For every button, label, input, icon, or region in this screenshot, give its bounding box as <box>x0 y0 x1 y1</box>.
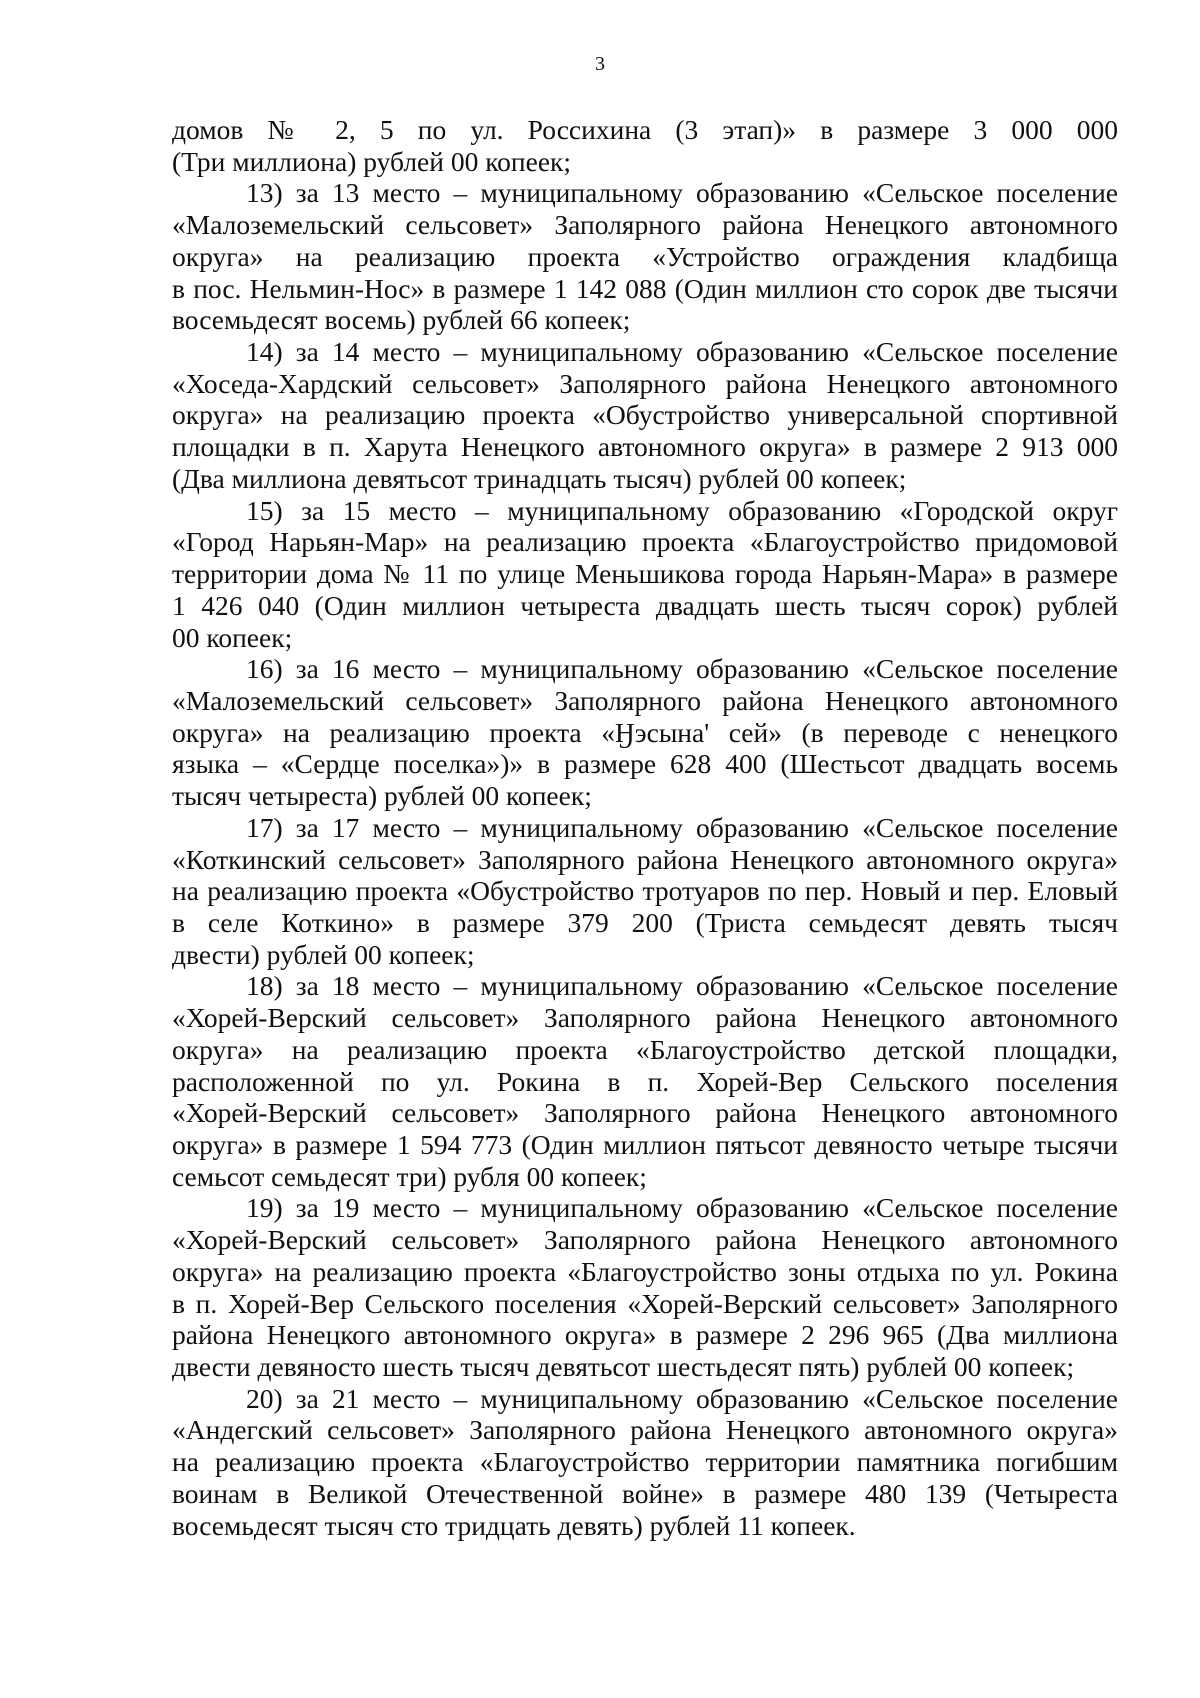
text-line: 13) за 13 место – муниципальному образованию «Сельское поселение <box>246 177 1118 209</box>
text-line: языка – «Сердце поселка»)» в размере 628 400 (Шестьсот двадцать восемь <box>172 748 1118 780</box>
text-line: округа» в размере 1 594 773 (Один миллион пятьсот девяносто четыре тысячи <box>172 1129 1118 1160</box>
text-line: 18) за 18 место – муниципальному образованию «Сельское поселение <box>246 970 1118 1002</box>
text-line: территории дома № 11 по улице Меньшикова города Нарьян-Мара» в размере <box>172 558 1118 590</box>
paragraph <box>172 114 1118 177</box>
text-line: воинам в Великой Отечественной войне» в размере 480 139 (Четыреста <box>172 1477 1118 1509</box>
text-line: округа» на реализацию проекта «Благоустройство детской площадки, <box>172 1033 1118 1065</box>
text-line: округа» на реализацию проекта «Устройство ограждения кладбища <box>172 240 1118 272</box>
text-line: «Хорей-Верский сельсовет» Заполярного района Ненецкого автономного <box>172 1224 1118 1256</box>
text-line: восемьдесят тысяч сто тридцать девять) рублей 11 копеек. <box>172 1509 856 1541</box>
document-body <box>172 114 1118 1541</box>
page-number: 3 <box>595 53 605 75</box>
paragraph <box>172 653 1118 812</box>
text-line: «Коткинский сельсовет» Заполярного района Ненецкого автономного округа» <box>172 843 1118 875</box>
text-line: тысяч четыреста) рублей 00 копеек; <box>172 780 592 812</box>
text-line: 1 426 040 (Один миллион четыреста двадцать шесть тысяч сорок) рублей <box>172 589 1118 621</box>
paragraph <box>172 1192 1118 1382</box>
text-line: домов № 2, 5 по ул. Россихина (3 этап)» в размере 3 000 000 <box>172 114 1118 145</box>
text-line: «Город Нарьян-Мар» на реализацию проекта «Благоустройство придомовой <box>172 526 1118 558</box>
paragraph <box>172 177 1118 336</box>
text-line: 14) за 14 место – муниципальному образованию «Сельское поселение <box>246 336 1118 368</box>
text-line: «Малоземельский сельсовет» Заполярного района Ненецкого автономного <box>172 684 1118 716</box>
text-line: 19) за 19 место – муниципальному образованию «Сельское поселение <box>246 1192 1118 1224</box>
paragraph <box>172 970 1118 1192</box>
text-line: двести) рублей 00 копеек; <box>172 938 475 970</box>
text-line: «Малоземельский сельсовет» Заполярного района Ненецкого автономного <box>172 209 1118 241</box>
text-line: (Три миллиона) рублей 00 копеек; <box>172 145 572 177</box>
text-line: расположенной по ул. Рокина в п. Хорей-Вер Сельского поселения <box>172 1065 1118 1097</box>
text-line: (Два миллиона девятьсот тринадцать тысяч) рублей 00 копеек; <box>172 462 907 494</box>
text-line: района Ненецкого автономного округа» в размере 2 296 965 (Два миллиона <box>172 1319 1118 1351</box>
text-line: 15) за 15 место – муниципальному образованию «Городской округ <box>246 494 1118 526</box>
text-line: на реализацию проекта «Благоустройство территории памятника погибшим <box>172 1446 1118 1478</box>
paragraph <box>172 336 1118 495</box>
text-line: «Андегский сельсовет» Заполярного района Ненецкого автономного округа» <box>172 1414 1118 1446</box>
text-line: 00 копеек; <box>172 621 293 653</box>
text-line: на реализацию проекта «Обустройство тротуаров по пер. Новый и пер. Еловый <box>172 875 1118 907</box>
text-line: двести девяносто шесть тысяч девятьсот шестьдесят пять) рублей 00 копеек; <box>172 1351 1075 1383</box>
text-line: площадки в п. Харута Ненецкого автономного округа» в размере 2 913 000 <box>172 431 1118 463</box>
paragraph <box>172 1383 1118 1542</box>
text-line: округа» на реализацию проекта «Обустройство универсальной спортивной <box>172 399 1118 431</box>
text-line: «Хорей-Верский сельсовет» Заполярного района Ненецкого автономного <box>172 1097 1118 1129</box>
text-line: «Хоседа-Хардский сельсовет» Заполярного района Ненецкого автономного <box>172 367 1118 399</box>
paragraph <box>172 812 1118 971</box>
text-line: 16) за 16 место – муниципальному образованию «Сельское поселение <box>246 653 1118 685</box>
paragraph <box>172 495 1118 654</box>
text-line: «Хорей-Верский сельсовет» Заполярного района Ненецкого автономного <box>172 1002 1118 1034</box>
text-line: округа» на реализацию проекта «Благоустройство зоны отдыха по ул. Рокина <box>172 1255 1118 1287</box>
text-line: округа» на реализацию проекта «Ӈэсына' сей» (в переводе с ненецкого <box>172 716 1118 748</box>
text-line: в селе Коткино» в размере 379 200 (Триста семьдесят девять тысяч <box>172 906 1118 938</box>
text-line: 17) за 17 место – муниципальному образованию «Сельское поселение <box>246 811 1118 843</box>
text-line: в п. Хорей-Вер Сельского поселения «Хорей-Верский сельсовет» Заполярного <box>172 1287 1118 1319</box>
text-line: 20) за 21 место – муниципальному образованию «Сельское поселение <box>246 1382 1118 1414</box>
text-line: в пос. Нельмин-Нос» в размере 1 142 088 (Один миллион сто сорок две тысячи <box>172 272 1118 304</box>
text-line: восемьдесят восемь) рублей 66 копеек; <box>172 304 631 336</box>
text-line: семьсот семьдесят три) рубля 00 копеек; <box>172 1160 647 1192</box>
